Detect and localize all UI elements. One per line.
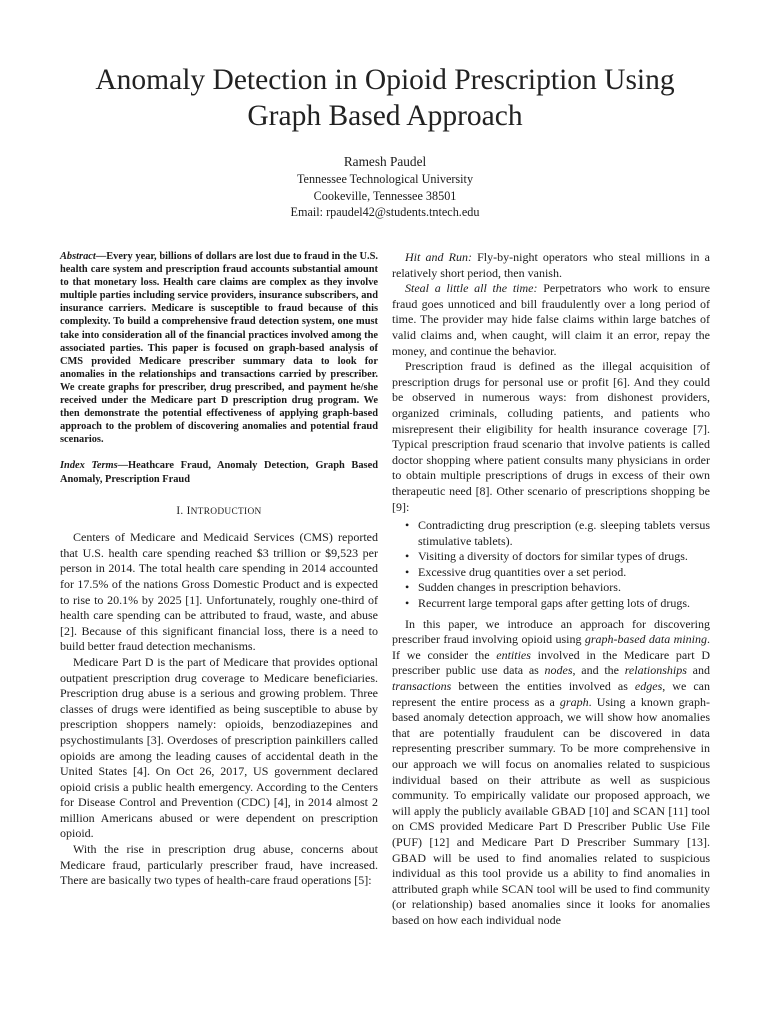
term-graph: graph [559, 694, 589, 709]
title-line-1: Anomaly Detection in Opioid Prescription Using [95, 64, 675, 96]
approach-paragraph [392, 617, 710, 929]
affiliation-city: Cookeville, Tennessee 38501 [313, 188, 457, 203]
abstract [60, 250, 378, 446]
intro-paragraph-1: Centers of Medicare and Medicaid Services (CMS) reported that U.S. health care spending reached $3 trillion or $9,523 per person in 2014. The total health care spending in 2014 accounted for 17.5% of the nations Gross Domestic Product and is expected to rise to 20.1% by 2025 [1]. Unfortunately, roughly one-third of health care spending can be attributed to fraud, waste, and abuse [2]. Because of this significant financial loss, there is a need to build better fraud detection mechanisms. [60, 530, 378, 654]
list-item: • Recurrent large temporal gaps after getting lots of drugs. [418, 596, 710, 612]
abstract-label: Abstract [60, 251, 96, 262]
hit-and-run-label: Hit and Run: [405, 250, 472, 264]
approach-text: between the entities involved as [451, 679, 635, 694]
abstract-text: —Every year, billions of dollars are lost due to fraud in the U.S. health care system and prescription fraud accounts substantial amount to that monetary loss. Health care claims are complex as they involve multiple parties including service providers, insurance subscribers, and insurance carriers. Medicare is susceptible to fraud because of this complexity. To build a comprehensive fraud detection system, one must take into consideration all of the financial practices involved among the associated parties. This paper is focused on graph-based analysis of CMS provided Medicare prescriber summary data to look for anomalies in the relationships and transactions carried by prescriber. We create graphs for prescriber, drug prescribed, and payment he/she received under the Medicare part D prescription drug program. We then demonstrate the potential effectiveness of applying graph-based approach to the problem of discovering anomalies and potential fraud scenarios. [60, 251, 378, 446]
author-email[interactable]: Email: rpaudel42@students.tntech.edu [290, 205, 480, 219]
term-edges: edges [634, 679, 663, 694]
steal-paragraph [392, 281, 710, 359]
prescription-fraud-paragraph: Prescription fraud is defined as the illegal acquisition of prescription drugs for personal use or profit [6]. And they could be observed in numerous ways: from dishonest providers, organized criminals, colluding patients, and patients who misrepresent their eligibility for health insurance coverage [7]. Typical prescription fraud scenario that involve patients is called doctor shopping where patient consults many physicians in order to obtain multiple prescriptions of drugs in excess of their own therapeutic need [8]. Other scenario of prescriptions shopping be [9]: [392, 359, 710, 514]
term-transactions: transactions [392, 679, 452, 694]
list-item: • Visiting a diversity of doctors for similar types of drugs. [418, 549, 710, 565]
left-column [60, 250, 378, 889]
approach-text: , we can represent the entire process as a [392, 679, 710, 709]
term-entities: entities [496, 647, 531, 662]
approach-text: In this paper, we introduce an approach for discovering prescriber fraud involving opioid using [392, 616, 710, 647]
section-numeral: I. I [176, 504, 191, 517]
term-nodes: nodes [544, 663, 573, 678]
intro-paragraph-3: With the rise in prescription drug abuse, concerns about Medicare fraud, particularly prescriber fraud, have increased. There are basically two types of health-care fraud operations [5]: [60, 842, 378, 888]
shopping-scenarios-list [392, 518, 710, 612]
approach-text: and [686, 663, 710, 678]
hit-and-run-text: Fly-by-night operators who steal millions in a relatively short period, then vanish. [392, 250, 710, 280]
paper-title [40, 62, 730, 134]
list-item: • Excessive drug quantities over a set period. [418, 565, 710, 581]
title-line-2: Graph Based Approach [247, 100, 523, 132]
hit-and-run-paragraph [392, 250, 710, 281]
index-terms [60, 459, 378, 485]
index-terms-text: —Heathcare Fraud, Anomaly Detection, Graph Based Anomaly, Prescription Fraud [60, 460, 378, 485]
approach-text: involved in the Medicare part D prescriber public use data as [392, 647, 710, 678]
section-heading-introduction [60, 504, 378, 521]
section-title: NTRODUCTION [190, 506, 262, 517]
steal-label: Steal a little all the time: [405, 281, 538, 296]
author-block [40, 153, 730, 221]
steal-text: Perpetrators who work to ensure fraud goes unnoticed and bill fraudulently over a long period of time. The provider may hide false claims within large batches of valid claims and, when caught, will claim it an error, repay the money, and continue the behavior. [392, 281, 710, 358]
intro-paragraph-2: Medicare Part D is the part of Medicare that provides optional outpatient prescription drug coverage to Medicare beneficiaries. Prescription drug abuse is a serious and growing problem. Three classes of drugs were identified as being susceptible to abuse by prescription shoppers namely: opioids, benzodiazepines and psychostimulants [3]. Overdoses of prescription painkillers called opioids are among the leading causes of accidental death in the United States [4]. On Oct 26, 2017, US government declared opioid crisis a public health emergency. According to the Centers for Disease Control and Prevention (CDC) [4], in 2014 almost 2 million Americans abused or were dependent on prescription opioid. [60, 654, 378, 841]
index-terms-label: Index Terms [60, 460, 118, 472]
author-name: Ramesh Paudel [343, 154, 427, 169]
term-graph-based-data-mining: graph-based data mining [584, 632, 707, 647]
term-relationships: relationships [624, 663, 687, 678]
approach-text: . If we consider the [392, 632, 710, 662]
list-item: • Contradicting drug prescription (e.g. sleeping tablets versus stimulative tablets). [418, 518, 710, 549]
approach-text: . Using a known graph-based anomaly detection approach, we will show how anomalies that are potentially fraudulent can be discovered in data representing prescriber summary. To be more comprehensive in our approach we will focus on anomalies related to suspicious individual based on their attribute as well as suspicious community. To empirically validate our proposed approach, we will apply the publicly available GBAD [10] and SCAN [11] tool on CMS provided Medicare Part D Prescriber Public Use File (PUF) [12] and Medicare Part D Prescriber Summary [13]. GBAD will be used to find anomalies related to suspicious individual as this tool provide us a ability to find anomalies in attributed graph while SCAN tool will be used to find community (or relationship) based anomalies since it looks for anomalies based on how each individual node [392, 694, 711, 927]
approach-text: , and the [572, 663, 625, 678]
affiliation: Tennessee Technological University [296, 172, 474, 186]
list-item: • Sudden changes in prescription behaviors. [418, 580, 710, 596]
right-column [392, 250, 710, 929]
